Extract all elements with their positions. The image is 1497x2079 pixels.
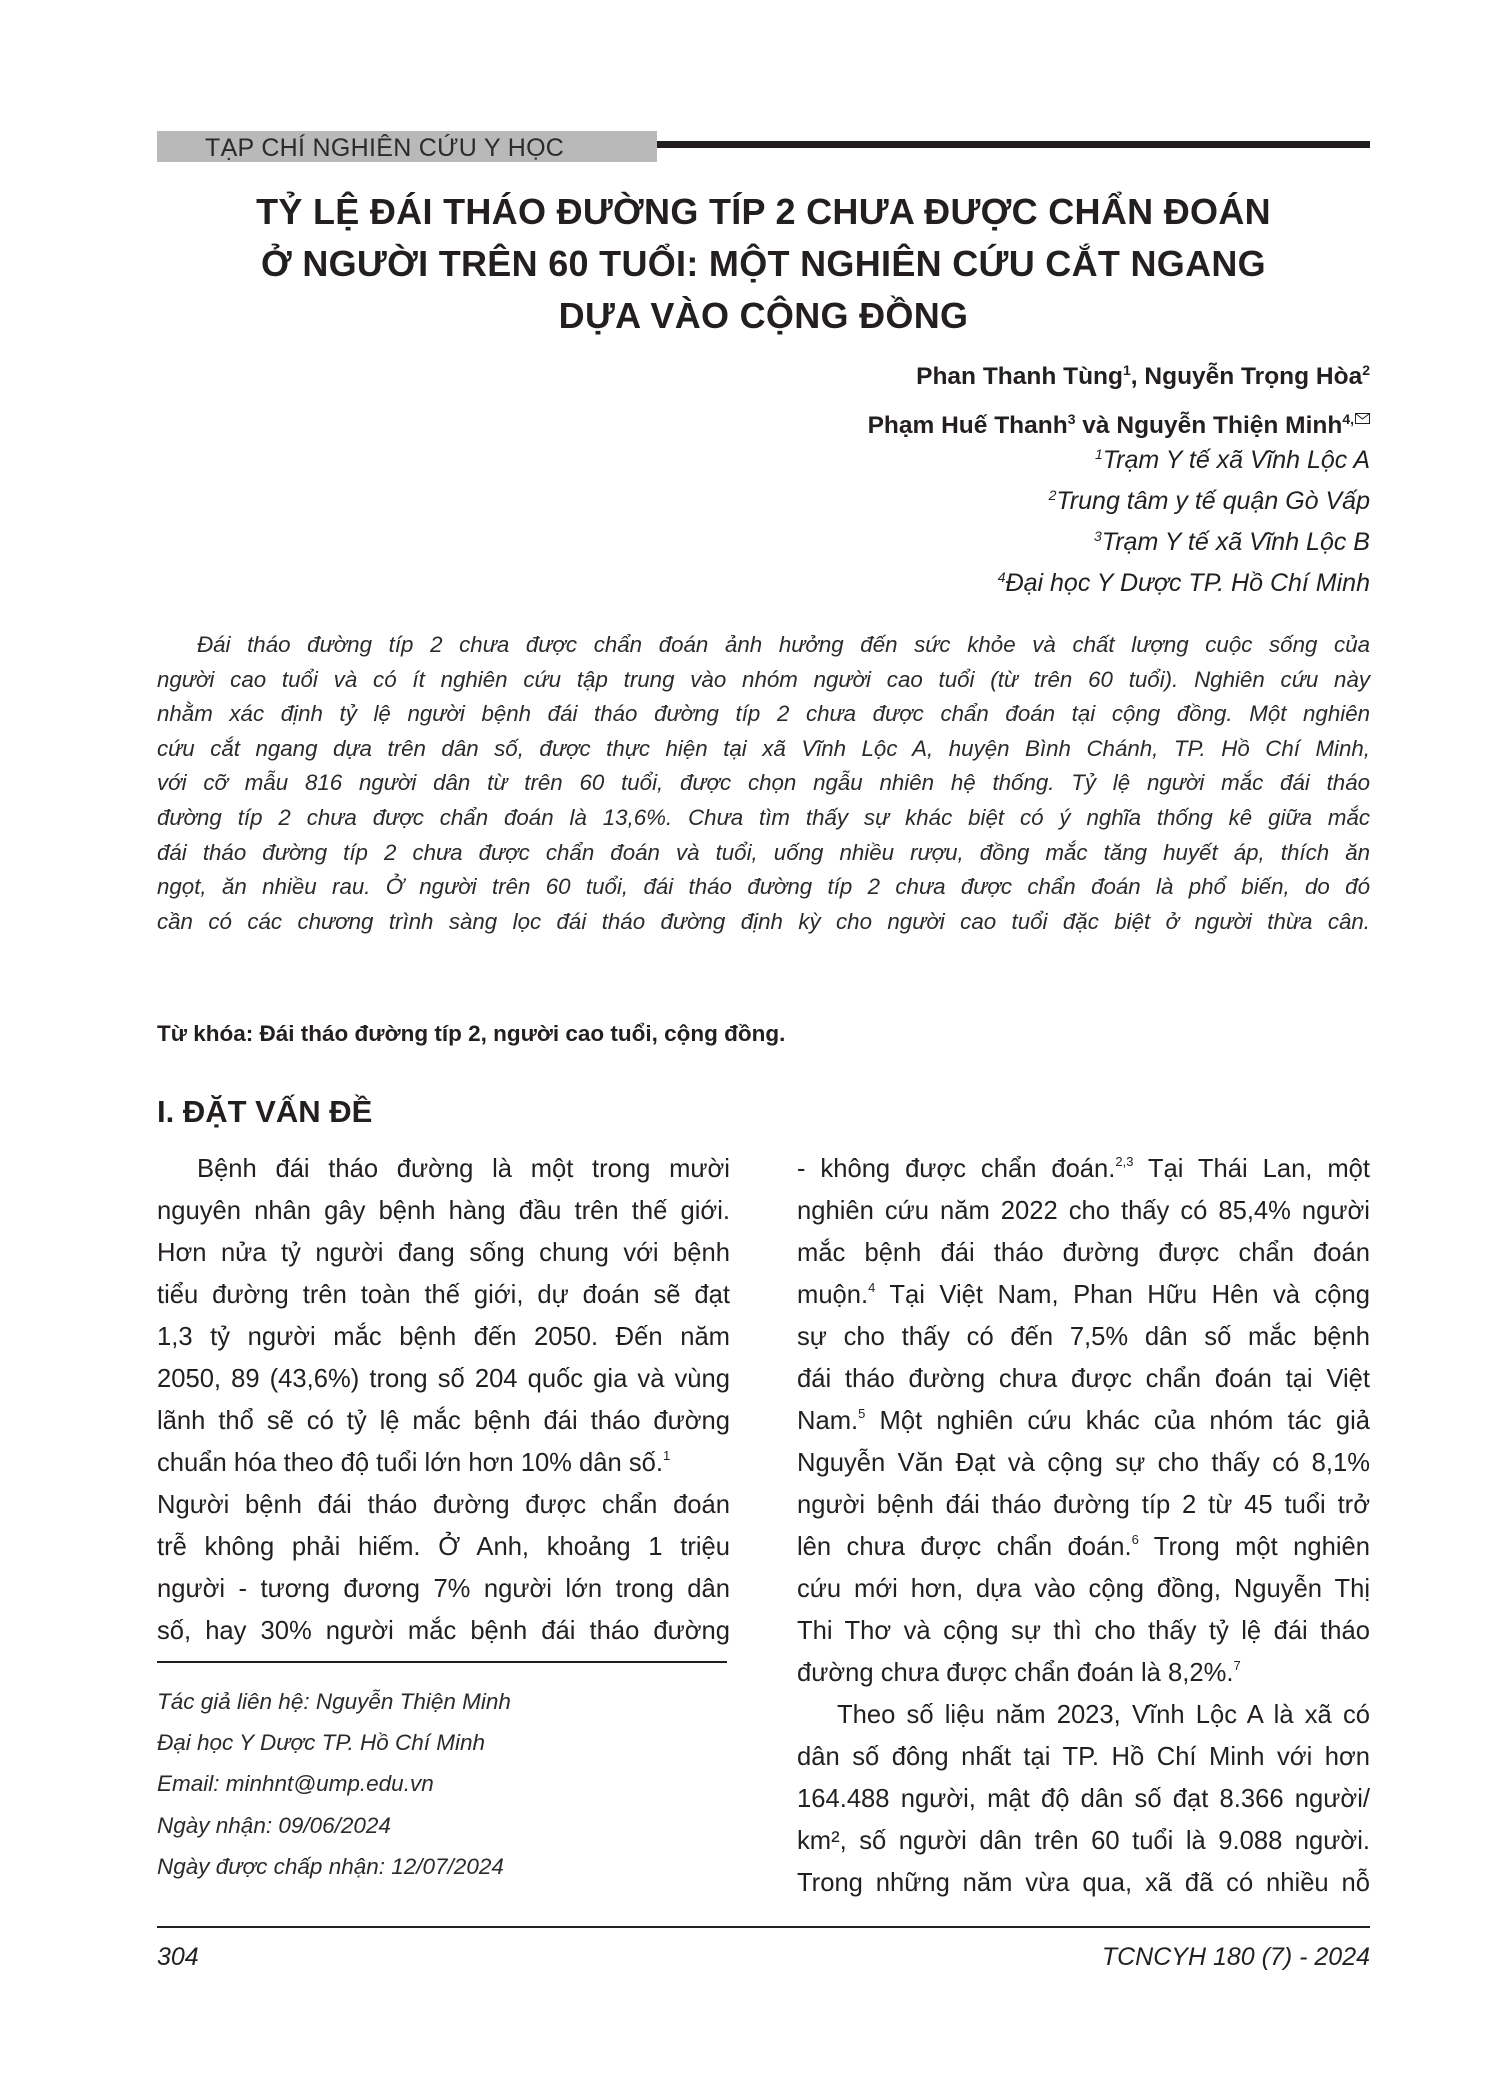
abstract-line: đái tháo đường típ 2 chưa được chẩn đoán và tuổi, uống nhiều rượu, đồng mắc tăng huyết áp, thích ăn: [157, 839, 1370, 865]
body-line: [797, 1400, 1370, 1442]
body-text: lên chưa được chẩn đoán.: [797, 1533, 1132, 1561]
body-text: Nam.: [797, 1407, 859, 1435]
body-line: km², số người dân trên 60 tuổi là 9.088 người.: [797, 1827, 1370, 1855]
email: Email: minhnt@ump.edu.vn: [157, 1771, 434, 1797]
body-line: [157, 1442, 730, 1484]
page-number: 304: [157, 1943, 199, 1971]
author-mark: 4,: [1342, 411, 1354, 427]
body-line: nguyên nhân gây bệnh hàng đầu trên thế giới.: [157, 1197, 730, 1225]
body-text: muộn.: [797, 1281, 869, 1309]
keywords: Từ khóa: Đái tháo đường típ 2, người cao tuổi, cộng đồng.: [157, 1021, 786, 1046]
abstract-line: cần có các chương trình sàng lọc đái tháo đường định kỳ cho người cao tuổi đặc biệt ở người thừa cân.: [157, 908, 1370, 934]
body-line: người - tương đương 7% người lớn trong dân: [157, 1575, 730, 1603]
citation-mark: 6: [1131, 1532, 1139, 1547]
affiliation-text: Trạm Y tế xã Vĩnh Lộc B: [1101, 528, 1370, 556]
body-line: 2050, 89 (43,6%) trong số 204 quốc gia và vùng: [157, 1365, 730, 1393]
author-mark: 2: [1362, 362, 1370, 378]
journal-issue: TCNCYH 180 (7) - 2024: [1101, 1943, 1370, 1971]
affiliation-mark: 1: [1094, 446, 1103, 462]
article-title: [157, 186, 1370, 342]
affiliation-text: Trạm Y tế xã Vĩnh Lộc A: [1102, 446, 1370, 474]
body-text: đường chưa được chẩn đoán là 8,2%.: [797, 1659, 1234, 1687]
right-column: [797, 1148, 1370, 1904]
accepted-date: Ngày được chấp nhận: 12/07/2024: [157, 1853, 504, 1879]
author-mark: 1: [1122, 362, 1131, 378]
affiliation-1: [1095, 446, 1370, 475]
affiliation-mark: 2: [1048, 487, 1057, 503]
body-line: tiểu đường trên toàn thế giới, dự đoán sẽ đạt: [157, 1281, 730, 1309]
body-line: Hơn nửa tỷ người đang sống chung với bệnh: [157, 1239, 730, 1267]
body-line: [797, 1652, 1370, 1694]
citation-mark: 7: [1233, 1658, 1241, 1673]
title-line: DỰA VÀO CỘNG ĐỒNG: [558, 295, 969, 336]
abstract-line: Đái tháo đường típ 2 chưa được chẩn đoán ảnh hưởng đến sức khỏe và chất lượng cuộc sống của: [197, 632, 1370, 657]
title-line: TỶ LỆ ĐÁI THÁO ĐƯỜNG TÍP 2 CHƯA ĐƯỢC CHẨN ĐOÁN: [256, 191, 1271, 232]
author-line-2: [868, 403, 1370, 440]
abstract-line: với cỡ mẫu 816 người dân từ trên 60 tuổi, được chọn ngẫu nhiên hệ thống. Tỷ lệ người mắc đái tháo: [157, 770, 1370, 796]
body-line: số, hay 30% người mắc bệnh đái tháo đường: [157, 1617, 730, 1645]
envelope-icon: [1355, 403, 1370, 431]
body-line: [797, 1526, 1370, 1568]
author-separator: ,: [1130, 363, 1145, 390]
citation-mark: 1: [663, 1448, 671, 1463]
author-name: Phạm Huế Thanh: [867, 412, 1068, 439]
body-text: chuẩn hóa theo độ tuổi lớn hơn 10% dân số.: [157, 1449, 664, 1477]
body-line: dân số đông nhất tại TP. Hồ Chí Minh với hơn: [797, 1743, 1370, 1771]
body-line: cứu mới hơn, dựa vào cộng đồng, Nguyễn Thị: [797, 1575, 1370, 1603]
body-line: sự cho thấy có đến 7,5% dân số mắc bệnh: [797, 1323, 1370, 1351]
body-text: Trong một nghiên: [1138, 1533, 1370, 1561]
body-line: trễ không phải hiếm. Ở Anh, khoảng 1 triệu: [157, 1533, 730, 1561]
header-rule: [657, 141, 1370, 148]
body-text: Tại Thái Lan, một: [1133, 1155, 1370, 1183]
footer-rule: [157, 1926, 1370, 1928]
body-text: Một nghiên cứu khác của nhóm tác giả: [865, 1407, 1370, 1435]
body-line: Người bệnh đái tháo đường được chẩn đoán: [157, 1491, 730, 1519]
body-line: lãnh thổ sẽ có tỷ lệ mắc bệnh đái tháo đường: [157, 1407, 730, 1435]
affiliation-text: Trung tâm y tế quận Gò Vấp: [1056, 487, 1370, 515]
author-name: Nguyễn Trọng Hòa: [1144, 363, 1363, 390]
abstract-line: nhằm xác định tỷ lệ người bệnh đái tháo đường típ 2 chưa được chẩn đoán tại cộng đồng. Một nghiên: [157, 701, 1370, 727]
citation-mark: 4: [868, 1280, 876, 1295]
affiliation-3: [1094, 528, 1370, 557]
abstract: [157, 628, 1370, 939]
body-line: [797, 1274, 1370, 1316]
body-line: Trong những năm vừa qua, xã đã có nhiều nỗ: [797, 1869, 1370, 1897]
author-institution: Đại học Y Dược TP. Hồ Chí Minh: [157, 1730, 485, 1756]
citation-mark: 2,3: [1115, 1154, 1134, 1169]
abstract-line: đường típ 2 chưa được chẩn đoán là 13,6%. Chưa tìm thấy sự khác biệt có ý nghĩa thống kê giữa mắc: [157, 804, 1370, 830]
footnote: [157, 1681, 511, 1887]
footnote-rule: [157, 1661, 727, 1663]
section-heading: I. ĐẶT VẤN ĐỀ: [157, 1094, 373, 1129]
body-line: Thi Thơ và cộng sự thì cho thấy tỷ lệ đái tháo: [797, 1617, 1370, 1645]
author-name: Nguyễn Thiện Minh: [1116, 412, 1343, 439]
body-line: mắc bệnh đái tháo đường được chẩn đoán: [797, 1239, 1370, 1267]
author-mark: 3: [1067, 411, 1076, 427]
affiliation-mark: 3: [1094, 528, 1102, 544]
body-line: Nguyễn Văn Đạt và cộng sự cho thấy có 8,1%: [797, 1449, 1370, 1477]
abstract-line: ngọt, ăn nhiều rau. Ở người trên 60 tuổi, đái tháo đường típ 2 chưa được chẩn đoán là phổ biến, do đó: [157, 874, 1370, 900]
author-separator: và: [1075, 412, 1117, 439]
body-line: 1,3 tỷ người mắc bệnh đến 2050. Đến năm: [157, 1323, 730, 1351]
body-text: Tại Việt Nam, Phan Hữu Hên và cộng: [875, 1281, 1370, 1309]
title-line: Ở NGƯỜI TRÊN 60 TUỔI: MỘT NGHIÊN CỨU CẮT NGANG: [261, 243, 1266, 284]
corresponding-author: Tác giả liên hệ: Nguyễn Thiện Minh: [157, 1689, 511, 1714]
body-line: Theo số liệu năm 2023, Vĩnh Lộc A là xã có: [837, 1701, 1370, 1729]
affiliation-4: [998, 569, 1370, 598]
journal-name: TẠP CHÍ NGHIÊN CỨU Y HỌC: [205, 134, 565, 162]
author-name: Phan Thanh Tùng: [916, 363, 1123, 390]
body-line: đái tháo đường chưa được chẩn đoán tại Việt: [797, 1365, 1370, 1393]
body-text: - không được chẩn đoán.: [797, 1155, 1116, 1183]
body-line: [797, 1148, 1370, 1190]
affiliation-mark: 4: [997, 569, 1006, 585]
body-line: nghiên cứu năm 2022 cho thấy có 85,4% người: [797, 1197, 1370, 1225]
body-line: Bệnh đái tháo đường là một trong mười: [197, 1155, 730, 1183]
affiliation-2: [1049, 487, 1370, 516]
author-line-1: [916, 362, 1370, 391]
abstract-line: cứu cắt ngang dựa trên dân số, được thực hiện tại xã Vĩnh Lộc A, huyện Bình Chánh, TP. Hồ Chí Minh,: [157, 735, 1370, 761]
citation-mark: 5: [858, 1406, 866, 1421]
received-date: Ngày nhận: 09/06/2024: [157, 1812, 391, 1838]
body-line: người bệnh đái tháo đường típ 2 từ 45 tuổi trở: [797, 1491, 1370, 1519]
affiliation-text: Đại học Y Dược TP. Hồ Chí Minh: [1005, 569, 1370, 597]
abstract-line: người cao tuổi và có ít nghiên cứu tập trung vào nhóm người cao tuổi (từ trên 60 tuổi). Nghiên cứu này: [157, 666, 1370, 692]
body-line: 164.488 người, mật độ dân số đạt 8.366 người/: [797, 1785, 1370, 1813]
left-column: [157, 1148, 730, 1652]
